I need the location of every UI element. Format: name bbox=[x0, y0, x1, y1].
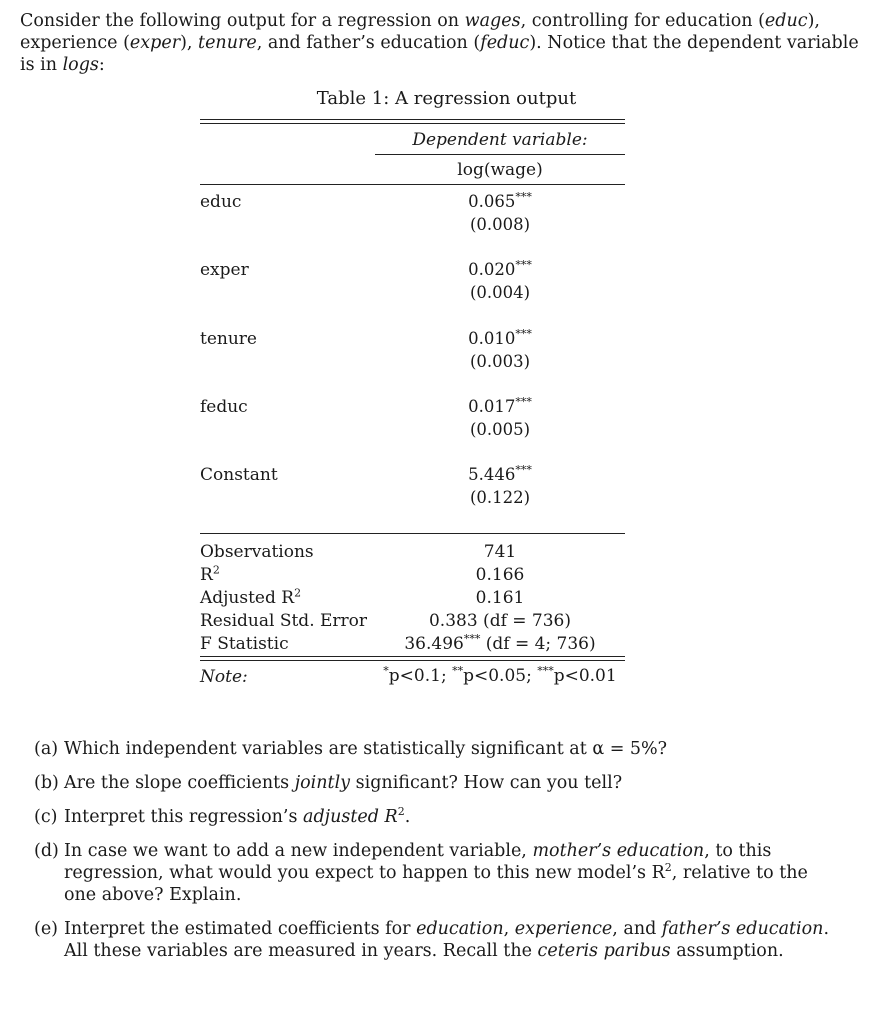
se-constant: (0.122) bbox=[469, 488, 531, 507]
question-e bbox=[34, 918, 834, 962]
question-emphasis: father’s education bbox=[661, 919, 824, 939]
coef-value: 0.065 bbox=[468, 192, 516, 211]
significance-stars: * bbox=[383, 664, 389, 678]
dependent-variable-header: Dependent variable: bbox=[412, 130, 588, 150]
se-feduc: (0.005) bbox=[469, 420, 531, 439]
table-bottom-rule bbox=[200, 656, 625, 657]
note-text: p<0.01 bbox=[553, 666, 617, 686]
question-text bbox=[64, 840, 834, 906]
row-label-feduc: feduc bbox=[200, 397, 248, 417]
intro-text: ), bbox=[180, 33, 199, 53]
question-text-part: assumption. bbox=[670, 941, 784, 961]
question-label: (d) bbox=[34, 841, 59, 861]
row-label-educ: educ bbox=[200, 192, 242, 212]
stat-label-f-statistic: F Statistic bbox=[200, 634, 289, 654]
f-df: (df = 4; 736) bbox=[480, 634, 596, 654]
intro-text: , controlling for education ( bbox=[520, 11, 765, 31]
question-emphasis: experience bbox=[514, 919, 613, 939]
question-label: (e) bbox=[34, 919, 59, 939]
coef-value: 0.017 bbox=[468, 397, 516, 416]
table-bottom-rule bbox=[200, 660, 625, 661]
question-emphasis: mother’s education bbox=[532, 841, 705, 861]
intro-term-educ: educ bbox=[764, 11, 808, 31]
question-a bbox=[34, 738, 834, 760]
table-top-rule bbox=[200, 123, 625, 124]
intro-text: ). Notice that the dependent variable is in bbox=[20, 33, 859, 75]
question-c bbox=[34, 806, 834, 828]
superscript: 2 bbox=[294, 586, 302, 600]
question-text-part: Which independent variables are statistically significant at α = 5%? bbox=[64, 739, 668, 759]
se-educ: (0.008) bbox=[469, 215, 531, 234]
question-label: (a) bbox=[34, 739, 59, 759]
se-exper: (0.004) bbox=[469, 283, 531, 302]
stat-label-adjusted-r2 bbox=[200, 587, 301, 610]
note-text: p<0.1; bbox=[388, 666, 453, 686]
coef-value: 0.020 bbox=[468, 260, 516, 279]
superscript: 2 bbox=[664, 861, 672, 875]
question-text-part: significant? How can you tell? bbox=[350, 773, 623, 793]
note-label: Note: bbox=[200, 667, 248, 687]
question-text bbox=[64, 806, 834, 828]
question-text bbox=[64, 918, 834, 962]
question-text-part: Interpret this regression’s bbox=[64, 807, 304, 827]
question-text-part: In case we want to add a new independent variable, bbox=[64, 841, 533, 861]
stat-label-observations: Observations bbox=[200, 542, 314, 562]
question-text-part: , bbox=[503, 919, 515, 939]
question-emphasis: jointly bbox=[294, 773, 351, 793]
question-text-part: , to this regression, what would you expect to happen to this new model’s R bbox=[64, 841, 772, 883]
significance-stars: *** bbox=[515, 395, 532, 409]
question-list bbox=[34, 738, 834, 974]
stat-value-residual-se: 0.383 (df = 736) bbox=[428, 611, 571, 631]
question-text-part: Interpret the estimated coefficients for bbox=[64, 919, 417, 939]
se-tenure: (0.003) bbox=[469, 352, 531, 371]
question-text bbox=[64, 738, 834, 760]
question-text-part: . All these variables are measured in years. Recall the bbox=[64, 919, 830, 961]
intro-text: , and father’s education ( bbox=[256, 33, 481, 53]
stat-label-residual-se: Residual Std. Error bbox=[200, 611, 368, 631]
row-label-exper: exper bbox=[200, 260, 249, 280]
question-d bbox=[34, 840, 834, 906]
significance-stars: *** bbox=[515, 463, 532, 477]
intro-term-exper: exper bbox=[129, 33, 181, 53]
question-text-part: . bbox=[404, 807, 411, 827]
intro-term-logs: logs bbox=[62, 55, 99, 75]
intro-term-feduc: feduc bbox=[480, 33, 530, 53]
coef-constant bbox=[375, 465, 625, 484]
intro-text: Consider the following output for a regression on bbox=[20, 11, 465, 31]
question-emphasis: education bbox=[416, 919, 504, 939]
significance-stars: *** bbox=[515, 258, 532, 272]
question-b bbox=[34, 772, 834, 794]
coef-value: 5.446 bbox=[468, 465, 516, 484]
intro-paragraph bbox=[20, 10, 870, 76]
intro-text: : bbox=[98, 55, 105, 75]
table-top-rule bbox=[200, 119, 625, 120]
stats-rule bbox=[200, 533, 625, 534]
intro-text: ), experience ( bbox=[20, 11, 820, 53]
question-emphasis: ceteris paribus bbox=[537, 941, 671, 961]
stat-label-r2 bbox=[200, 564, 220, 587]
row-label-tenure: tenure bbox=[200, 329, 257, 349]
significance-stars: *** bbox=[515, 327, 532, 341]
header-rule bbox=[200, 184, 625, 185]
row-label-constant: Constant bbox=[200, 465, 278, 485]
table-caption: Table 1: A regression output bbox=[316, 88, 577, 109]
question-text-part: , and bbox=[612, 919, 662, 939]
stat-label-text: R bbox=[200, 565, 213, 585]
question-text-part: Are the slope coefficients bbox=[64, 773, 295, 793]
coef-tenure bbox=[375, 329, 625, 348]
superscript: 2 bbox=[212, 563, 220, 577]
question-text-part: , relative to the one above? Explain. bbox=[64, 863, 808, 905]
intro-term-tenure: tenure bbox=[198, 33, 257, 53]
stat-label-text: Adjusted R bbox=[200, 588, 295, 608]
significance-stars: *** bbox=[463, 632, 481, 646]
coef-educ bbox=[375, 192, 625, 211]
coef-feduc bbox=[375, 397, 625, 416]
f-value: 36.496 bbox=[404, 634, 464, 654]
stat-value-observations: 741 bbox=[483, 542, 517, 562]
superscript: 2 bbox=[397, 805, 405, 819]
note-text: p<0.05; bbox=[463, 666, 538, 686]
question-label: (b) bbox=[34, 773, 59, 793]
stat-value-r2: 0.166 bbox=[475, 565, 525, 585]
question-text bbox=[64, 772, 834, 794]
significance-stars: *** bbox=[537, 664, 554, 678]
intro-term-wages: wages bbox=[464, 11, 521, 31]
coef-exper bbox=[375, 260, 625, 279]
stat-value-adjusted-r2: 0.161 bbox=[475, 588, 525, 608]
significance-stars: *** bbox=[515, 190, 532, 204]
dependent-variable-name: log(wage) bbox=[457, 160, 543, 180]
significance-note bbox=[375, 666, 625, 686]
significance-stars: ** bbox=[452, 664, 464, 678]
question-label: (c) bbox=[34, 807, 58, 827]
header-rule bbox=[375, 154, 625, 155]
question-emphasis: adjusted R bbox=[303, 807, 398, 827]
coef-value: 0.010 bbox=[468, 329, 516, 348]
stat-value-f-statistic bbox=[375, 633, 625, 656]
